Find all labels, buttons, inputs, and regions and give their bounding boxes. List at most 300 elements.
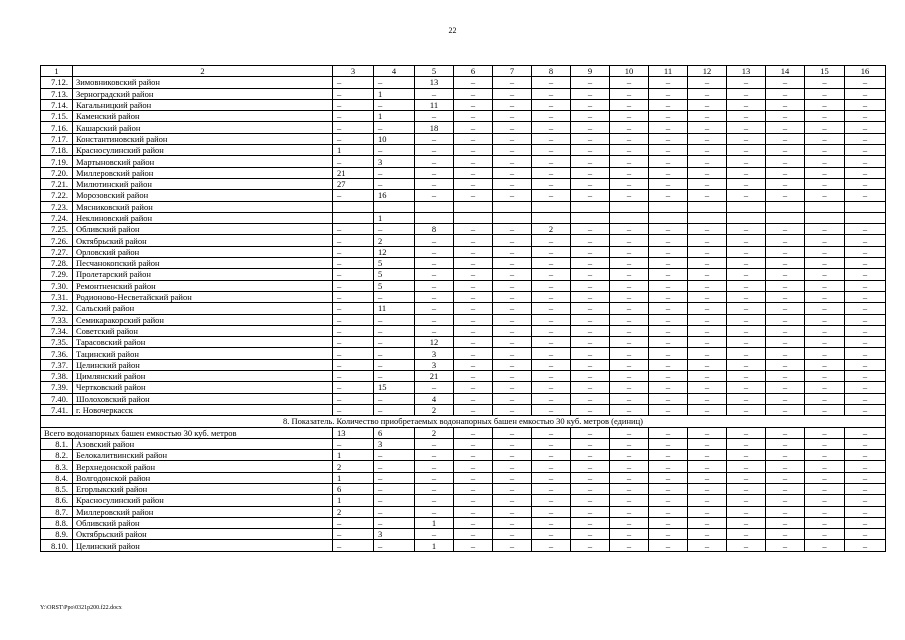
value-cell: – bbox=[493, 483, 532, 494]
value-cell: – bbox=[454, 348, 493, 359]
value-cell: – bbox=[649, 246, 688, 257]
row-number: 7.30. bbox=[41, 280, 73, 291]
value-cell: – bbox=[805, 145, 845, 156]
value-cell: – bbox=[805, 224, 845, 235]
value-cell: – bbox=[333, 156, 374, 167]
value-cell: – bbox=[333, 235, 374, 246]
value-cell: – bbox=[571, 371, 610, 382]
value-cell: – bbox=[493, 529, 532, 540]
value-cell: – bbox=[610, 145, 649, 156]
column-header: 15 bbox=[805, 66, 845, 77]
value-cell: – bbox=[805, 235, 845, 246]
value-cell: – bbox=[333, 190, 374, 201]
file-path-footer: Y:\ORST\Ppo\0321p200.f22.docx bbox=[40, 605, 122, 611]
value-cell: – bbox=[571, 517, 610, 528]
value-cell: – bbox=[649, 303, 688, 314]
table-row bbox=[41, 495, 886, 506]
value-cell: – bbox=[727, 427, 766, 438]
column-header: 9 bbox=[571, 66, 610, 77]
value-cell bbox=[649, 212, 688, 223]
value-cell: – bbox=[649, 280, 688, 291]
value-cell: – bbox=[805, 404, 845, 415]
table-row bbox=[41, 88, 886, 99]
value-cell: 12 bbox=[374, 246, 415, 257]
value-cell: – bbox=[571, 88, 610, 99]
value-cell: – bbox=[493, 99, 532, 110]
district-name: Милютинский район bbox=[73, 178, 333, 189]
value-cell: 11 bbox=[374, 303, 415, 314]
value-cell: – bbox=[845, 540, 886, 551]
district-name: Октябрьский район bbox=[73, 529, 333, 540]
value-cell: – bbox=[688, 371, 727, 382]
value-cell: – bbox=[845, 438, 886, 449]
value-cell: – bbox=[454, 111, 493, 122]
value-cell: – bbox=[845, 190, 886, 201]
value-cell: – bbox=[493, 224, 532, 235]
district-name: Родионово-Несветайский район bbox=[73, 291, 333, 302]
value-cell: – bbox=[610, 517, 649, 528]
value-cell: – bbox=[454, 258, 493, 269]
value-cell: – bbox=[649, 438, 688, 449]
value-cell: – bbox=[727, 461, 766, 472]
value-cell: – bbox=[610, 393, 649, 404]
value-cell: – bbox=[374, 517, 415, 528]
value-cell: – bbox=[610, 495, 649, 506]
total-label: Всего водонапорных башен емкостью 30 куб. метров bbox=[41, 427, 333, 438]
value-cell: – bbox=[493, 393, 532, 404]
table-row bbox=[41, 201, 886, 212]
value-cell: – bbox=[532, 404, 571, 415]
value-cell: 18 bbox=[415, 122, 454, 133]
value-cell: – bbox=[649, 133, 688, 144]
value-cell: – bbox=[532, 427, 571, 438]
value-cell: – bbox=[610, 450, 649, 461]
value-cell: – bbox=[610, 156, 649, 167]
value-cell: – bbox=[454, 382, 493, 393]
value-cell: – bbox=[845, 472, 886, 483]
table-row bbox=[41, 133, 886, 144]
value-cell: – bbox=[571, 393, 610, 404]
value-cell: – bbox=[845, 145, 886, 156]
value-cell: 1 bbox=[333, 495, 374, 506]
district-name: Морозовский район bbox=[73, 190, 333, 201]
value-cell: – bbox=[845, 235, 886, 246]
value-cell: – bbox=[493, 495, 532, 506]
value-cell: – bbox=[727, 404, 766, 415]
value-cell: – bbox=[532, 371, 571, 382]
value-cell: – bbox=[727, 382, 766, 393]
value-cell: – bbox=[727, 348, 766, 359]
value-cell: – bbox=[571, 314, 610, 325]
value-cell: – bbox=[845, 483, 886, 494]
value-cell: – bbox=[805, 348, 845, 359]
value-cell bbox=[415, 201, 454, 212]
district-name: Октябрьский район bbox=[73, 235, 333, 246]
value-cell: – bbox=[766, 235, 805, 246]
value-cell: – bbox=[493, 133, 532, 144]
value-cell: – bbox=[688, 77, 727, 88]
district-name: Миллеровский район bbox=[73, 167, 333, 178]
table-row bbox=[41, 483, 886, 494]
value-cell: – bbox=[454, 483, 493, 494]
value-cell: – bbox=[688, 495, 727, 506]
value-cell: – bbox=[415, 438, 454, 449]
value-cell: – bbox=[727, 472, 766, 483]
value-cell: – bbox=[766, 258, 805, 269]
value-cell: – bbox=[333, 517, 374, 528]
value-cell: – bbox=[454, 291, 493, 302]
value-cell: – bbox=[571, 450, 610, 461]
value-cell: 27 bbox=[333, 178, 374, 189]
table-row bbox=[41, 122, 886, 133]
value-cell: – bbox=[688, 291, 727, 302]
column-header: 4 bbox=[374, 66, 415, 77]
value-cell: – bbox=[766, 88, 805, 99]
value-cell: – bbox=[610, 111, 649, 122]
value-cell: – bbox=[805, 450, 845, 461]
row-number: 7.23. bbox=[41, 201, 73, 212]
value-cell: – bbox=[374, 461, 415, 472]
value-cell: – bbox=[688, 111, 727, 122]
value-cell: – bbox=[532, 235, 571, 246]
value-cell: – bbox=[333, 291, 374, 302]
value-cell: – bbox=[493, 371, 532, 382]
value-cell: – bbox=[415, 529, 454, 540]
value-cell: – bbox=[493, 111, 532, 122]
value-cell: – bbox=[493, 450, 532, 461]
value-cell: – bbox=[454, 269, 493, 280]
district-name: Неклиновский район bbox=[73, 212, 333, 223]
value-cell: – bbox=[766, 224, 805, 235]
value-cell: – bbox=[571, 122, 610, 133]
value-cell: 15 bbox=[374, 382, 415, 393]
value-cell: – bbox=[610, 133, 649, 144]
value-cell: – bbox=[649, 382, 688, 393]
value-cell: – bbox=[688, 325, 727, 336]
value-cell: – bbox=[727, 122, 766, 133]
value-cell: – bbox=[610, 529, 649, 540]
value-cell: – bbox=[532, 450, 571, 461]
value-cell: – bbox=[727, 246, 766, 257]
value-cell: – bbox=[845, 133, 886, 144]
value-cell: – bbox=[805, 529, 845, 540]
value-cell: – bbox=[845, 495, 886, 506]
value-cell: – bbox=[610, 371, 649, 382]
value-cell: – bbox=[845, 461, 886, 472]
district-name: г. Новочеркасск bbox=[73, 404, 333, 415]
value-cell: 3 bbox=[374, 156, 415, 167]
value-cell: – bbox=[493, 280, 532, 291]
value-cell: – bbox=[805, 303, 845, 314]
value-cell: – bbox=[727, 111, 766, 122]
value-cell: – bbox=[415, 382, 454, 393]
value-cell: – bbox=[571, 291, 610, 302]
value-cell: – bbox=[493, 246, 532, 257]
column-header: 8 bbox=[532, 66, 571, 77]
value-cell: – bbox=[649, 269, 688, 280]
district-name: Зимовниковский район bbox=[73, 77, 333, 88]
value-cell: – bbox=[610, 337, 649, 348]
value-cell: – bbox=[727, 88, 766, 99]
value-cell: – bbox=[532, 269, 571, 280]
value-cell: – bbox=[374, 77, 415, 88]
value-cell: – bbox=[532, 88, 571, 99]
data-table bbox=[40, 65, 886, 552]
value-cell: – bbox=[805, 382, 845, 393]
value-cell: – bbox=[688, 450, 727, 461]
value-cell: – bbox=[374, 495, 415, 506]
value-cell: – bbox=[649, 517, 688, 528]
value-cell: – bbox=[688, 145, 727, 156]
value-cell: – bbox=[766, 269, 805, 280]
value-cell bbox=[610, 212, 649, 223]
value-cell: – bbox=[727, 450, 766, 461]
value-cell: – bbox=[688, 382, 727, 393]
value-cell: – bbox=[766, 325, 805, 336]
value-cell: – bbox=[493, 77, 532, 88]
value-cell: – bbox=[727, 495, 766, 506]
value-cell: – bbox=[454, 540, 493, 551]
value-cell: – bbox=[571, 337, 610, 348]
value-cell: – bbox=[415, 472, 454, 483]
value-cell: – bbox=[493, 156, 532, 167]
value-cell: – bbox=[454, 99, 493, 110]
value-cell: – bbox=[374, 145, 415, 156]
value-cell: 3 bbox=[415, 359, 454, 370]
value-cell: – bbox=[571, 438, 610, 449]
value-cell: – bbox=[649, 483, 688, 494]
value-cell: – bbox=[532, 314, 571, 325]
district-name: Чертковский район bbox=[73, 382, 333, 393]
value-cell: – bbox=[532, 517, 571, 528]
value-cell: – bbox=[610, 461, 649, 472]
value-cell: – bbox=[454, 122, 493, 133]
value-cell: – bbox=[688, 314, 727, 325]
value-cell: – bbox=[454, 450, 493, 461]
row-number: 7.27. bbox=[41, 246, 73, 257]
district-name: Мясниковский район bbox=[73, 201, 333, 212]
value-cell: – bbox=[688, 461, 727, 472]
value-cell: – bbox=[805, 325, 845, 336]
value-cell: – bbox=[649, 291, 688, 302]
value-cell: – bbox=[649, 529, 688, 540]
value-cell: – bbox=[649, 122, 688, 133]
value-cell: – bbox=[454, 190, 493, 201]
row-number: 7.21. bbox=[41, 178, 73, 189]
value-cell: 2 bbox=[532, 224, 571, 235]
value-cell: – bbox=[415, 303, 454, 314]
value-cell: – bbox=[454, 461, 493, 472]
value-cell: 3 bbox=[415, 348, 454, 359]
table-row bbox=[41, 212, 886, 223]
value-cell: – bbox=[454, 325, 493, 336]
value-cell: – bbox=[688, 280, 727, 291]
value-cell: – bbox=[571, 145, 610, 156]
value-cell: – bbox=[333, 371, 374, 382]
value-cell: – bbox=[374, 314, 415, 325]
value-cell: – bbox=[688, 224, 727, 235]
value-cell: – bbox=[649, 393, 688, 404]
value-cell: – bbox=[727, 517, 766, 528]
district-name: Красносулинский район bbox=[73, 145, 333, 156]
value-cell: – bbox=[727, 438, 766, 449]
value-cell: – bbox=[333, 280, 374, 291]
value-cell: – bbox=[610, 540, 649, 551]
value-cell: – bbox=[532, 529, 571, 540]
table-row bbox=[41, 145, 886, 156]
value-cell: – bbox=[727, 371, 766, 382]
row-number: 7.33. bbox=[41, 314, 73, 325]
value-cell: – bbox=[805, 314, 845, 325]
value-cell: – bbox=[333, 404, 374, 415]
value-cell: – bbox=[493, 145, 532, 156]
value-cell: – bbox=[845, 111, 886, 122]
value-cell: – bbox=[333, 337, 374, 348]
value-cell: – bbox=[845, 348, 886, 359]
value-cell: – bbox=[766, 472, 805, 483]
value-cell: – bbox=[610, 303, 649, 314]
value-cell bbox=[766, 201, 805, 212]
row-number: 8.8. bbox=[41, 517, 73, 528]
value-cell: – bbox=[610, 77, 649, 88]
value-cell: – bbox=[649, 472, 688, 483]
value-cell: – bbox=[727, 280, 766, 291]
value-cell: – bbox=[688, 88, 727, 99]
value-cell: – bbox=[649, 77, 688, 88]
value-cell bbox=[532, 201, 571, 212]
value-cell: – bbox=[727, 506, 766, 517]
value-cell: – bbox=[649, 348, 688, 359]
value-cell: – bbox=[610, 122, 649, 133]
row-number: 7.35. bbox=[41, 337, 73, 348]
value-cell: – bbox=[805, 280, 845, 291]
value-cell: – bbox=[805, 178, 845, 189]
district-name: Орловский район bbox=[73, 246, 333, 257]
value-cell: 6 bbox=[333, 483, 374, 494]
value-cell: – bbox=[766, 393, 805, 404]
district-name: Цимлянский район bbox=[73, 371, 333, 382]
value-cell: – bbox=[374, 371, 415, 382]
value-cell: – bbox=[766, 540, 805, 551]
value-cell: – bbox=[532, 122, 571, 133]
value-cell: – bbox=[688, 178, 727, 189]
value-cell: – bbox=[571, 133, 610, 144]
district-name: Обливский район bbox=[73, 517, 333, 528]
value-cell: 12 bbox=[415, 337, 454, 348]
value-cell: – bbox=[532, 133, 571, 144]
row-number: 7.19. bbox=[41, 156, 73, 167]
value-cell: – bbox=[727, 133, 766, 144]
table-row bbox=[41, 337, 886, 348]
value-cell: – bbox=[727, 291, 766, 302]
value-cell: – bbox=[415, 280, 454, 291]
value-cell: – bbox=[688, 122, 727, 133]
value-cell: – bbox=[649, 224, 688, 235]
value-cell: – bbox=[805, 359, 845, 370]
row-number: 7.37. bbox=[41, 359, 73, 370]
value-cell: – bbox=[766, 111, 805, 122]
value-cell: – bbox=[766, 190, 805, 201]
value-cell: – bbox=[374, 291, 415, 302]
value-cell: – bbox=[571, 178, 610, 189]
row-number: 7.15. bbox=[41, 111, 73, 122]
table-row bbox=[41, 178, 886, 189]
value-cell: – bbox=[454, 88, 493, 99]
value-cell: 2 bbox=[333, 461, 374, 472]
value-cell: – bbox=[610, 506, 649, 517]
value-cell: – bbox=[727, 77, 766, 88]
value-cell: – bbox=[805, 246, 845, 257]
value-cell: – bbox=[649, 145, 688, 156]
district-name: Семикаракорский район bbox=[73, 314, 333, 325]
value-cell: – bbox=[415, 506, 454, 517]
value-cell: – bbox=[649, 314, 688, 325]
value-cell: – bbox=[805, 167, 845, 178]
value-cell: – bbox=[571, 461, 610, 472]
table-row bbox=[41, 190, 886, 201]
value-cell: – bbox=[688, 190, 727, 201]
value-cell: – bbox=[415, 167, 454, 178]
value-cell: – bbox=[493, 427, 532, 438]
value-cell: – bbox=[805, 371, 845, 382]
value-cell: – bbox=[493, 122, 532, 133]
value-cell: – bbox=[493, 382, 532, 393]
value-cell: – bbox=[649, 111, 688, 122]
value-cell: – bbox=[610, 291, 649, 302]
value-cell: – bbox=[610, 382, 649, 393]
district-name: Миллеровский район bbox=[73, 506, 333, 517]
value-cell: – bbox=[374, 99, 415, 110]
value-cell: – bbox=[493, 303, 532, 314]
value-cell: – bbox=[727, 483, 766, 494]
value-cell: – bbox=[454, 167, 493, 178]
row-number: 8.6. bbox=[41, 495, 73, 506]
value-cell: – bbox=[688, 348, 727, 359]
value-cell: – bbox=[845, 359, 886, 370]
value-cell: – bbox=[454, 438, 493, 449]
value-cell: – bbox=[805, 156, 845, 167]
value-cell: – bbox=[766, 167, 805, 178]
value-cell: – bbox=[649, 506, 688, 517]
value-cell: – bbox=[454, 77, 493, 88]
value-cell bbox=[805, 212, 845, 223]
value-cell: – bbox=[845, 404, 886, 415]
value-cell: – bbox=[374, 472, 415, 483]
value-cell: 10 bbox=[374, 133, 415, 144]
header-row bbox=[41, 66, 886, 77]
row-number: 7.38. bbox=[41, 371, 73, 382]
district-name: Обливский район bbox=[73, 224, 333, 235]
table-row bbox=[41, 506, 886, 517]
value-cell: – bbox=[571, 506, 610, 517]
value-cell: – bbox=[845, 291, 886, 302]
value-cell: – bbox=[688, 235, 727, 246]
value-cell bbox=[571, 212, 610, 223]
district-name: Волгодонской район bbox=[73, 472, 333, 483]
value-cell: – bbox=[766, 337, 805, 348]
value-cell: – bbox=[532, 111, 571, 122]
value-cell: – bbox=[727, 325, 766, 336]
row-number: 7.41. bbox=[41, 404, 73, 415]
value-cell bbox=[333, 212, 374, 223]
value-cell: – bbox=[493, 540, 532, 551]
value-cell: – bbox=[532, 483, 571, 494]
value-cell: 4 bbox=[415, 393, 454, 404]
value-cell: – bbox=[649, 325, 688, 336]
value-cell: – bbox=[688, 438, 727, 449]
value-cell: – bbox=[688, 517, 727, 528]
value-cell: – bbox=[845, 280, 886, 291]
